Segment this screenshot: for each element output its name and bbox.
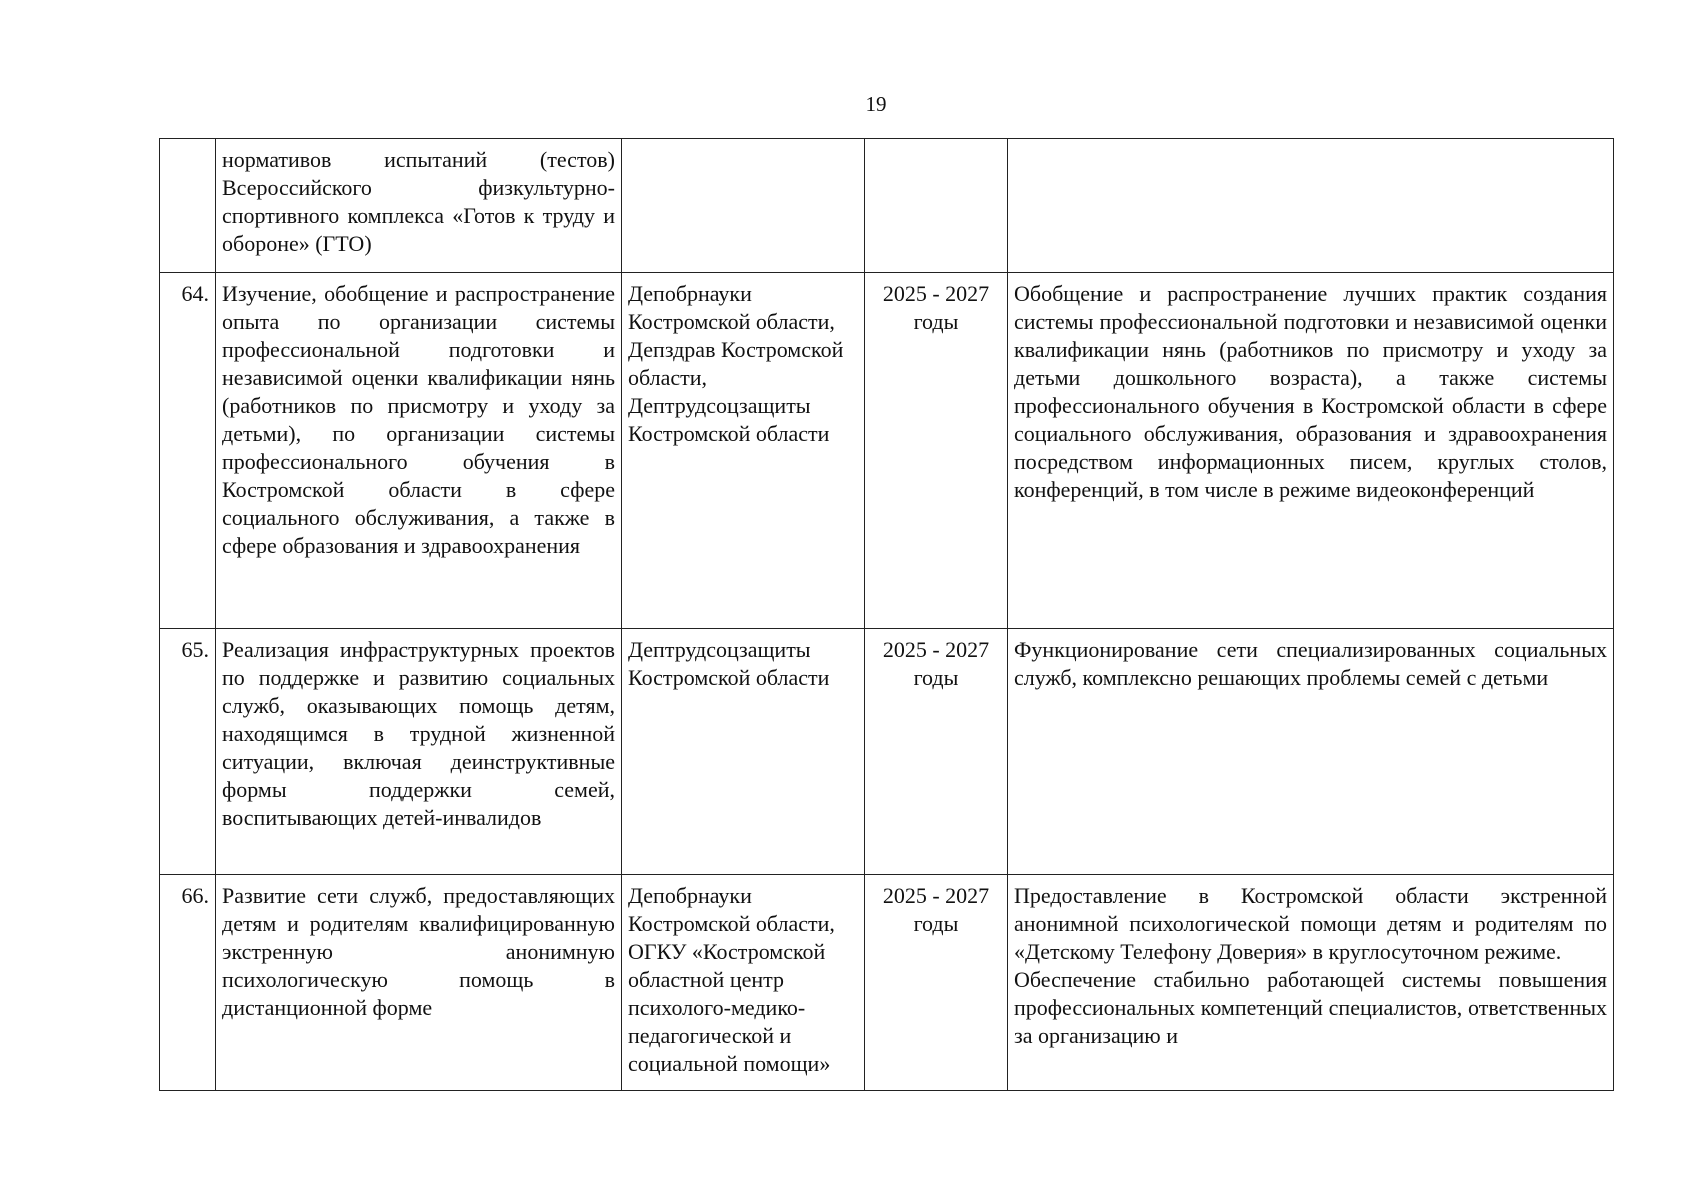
row-number: 65.: [160, 629, 216, 875]
expected-result: [1008, 629, 1614, 875]
executors: Депобрнауки Костромской области, Депздрав Костромской области, Дептрудсоцзащиты Костромской области: [622, 273, 865, 629]
term: 2025 - 2027 годы: [865, 629, 1008, 875]
expected-result: [1008, 139, 1614, 273]
expected-result: [1008, 875, 1614, 1091]
result-paragraph: Обеспечение стабильно работающей системы повышения профессиональных компетенций специалистов, ответственных за организацию и: [1014, 967, 1607, 1048]
row-number: [160, 139, 216, 273]
table-row: [160, 629, 1614, 875]
table-row: [160, 273, 1614, 629]
executors: [622, 139, 865, 273]
term: [865, 139, 1008, 273]
measure-name: Изучение, обобщение и распространение опыта по организации системы профессиональной подготовки и независимой оценки квалификации нянь (работников по присмотру и уходу за детьми), по организации системы профессионального обучения в Костромской области в сфере социального обслуживания, а также в сфере образования и здравоохранения: [216, 273, 622, 629]
measure-name: Развитие сети служб, предоставляющих детям и родителям квалифицированную экстренную анонимную психологическую помощь в дистанционной форме: [216, 875, 622, 1091]
page-number: 19: [865, 92, 887, 116]
term: 2025 - 2027 годы: [865, 273, 1008, 629]
result-paragraph: Функционирование сети специализированных социальных служб, комплексно решающих проблемы семей с детьми: [1014, 637, 1607, 690]
row-number: 66.: [160, 875, 216, 1091]
expected-result: [1008, 273, 1614, 629]
executors: Депобрнауки Костромской области, ОГКУ «Костромской областной центр психолого-медико-педагогической и социальной помощи»: [622, 875, 865, 1091]
term: 2025 - 2027 годы: [865, 875, 1008, 1091]
measure-name: Реализация инфраструктурных проектов по поддержке и развитию социальных служб, оказывающих помощь детям, находящимся в трудной жизненной ситуации, включая деинструктивные формы поддержки семей, воспитывающих детей-инвалидов: [216, 629, 622, 875]
result-paragraph: Обобщение и распространение лучших практик создания системы профессиональной подготовки и независимой оценки квалификации нянь (работников по присмотру и уходу за детьми дошкольного возраста), а также системы профессионального обучения в Костромской области в сфере социального обслуживания, образования и здравоохранения посредством информационных писем, круглых столов, конференций, в том числе в режиме видеоконференций: [1014, 281, 1607, 502]
table-row: [160, 875, 1614, 1091]
row-number: 64.: [160, 273, 216, 629]
measures-table: [159, 138, 1614, 1091]
result-paragraph: Предоставление в Костромской области экстренной анонимной психологической помощи детям и родителям по «Детскому Телефону Доверия» в круглосуточном режиме.: [1014, 883, 1607, 964]
executors: Дептрудсоцзащиты Костромской области: [622, 629, 865, 875]
measure-name: нормативов испытаний (тестов) Всероссийского физкультурно-спортивного комплекса «Готов к труду и обороне» (ГТО): [216, 139, 622, 273]
table-row: [160, 139, 1614, 273]
